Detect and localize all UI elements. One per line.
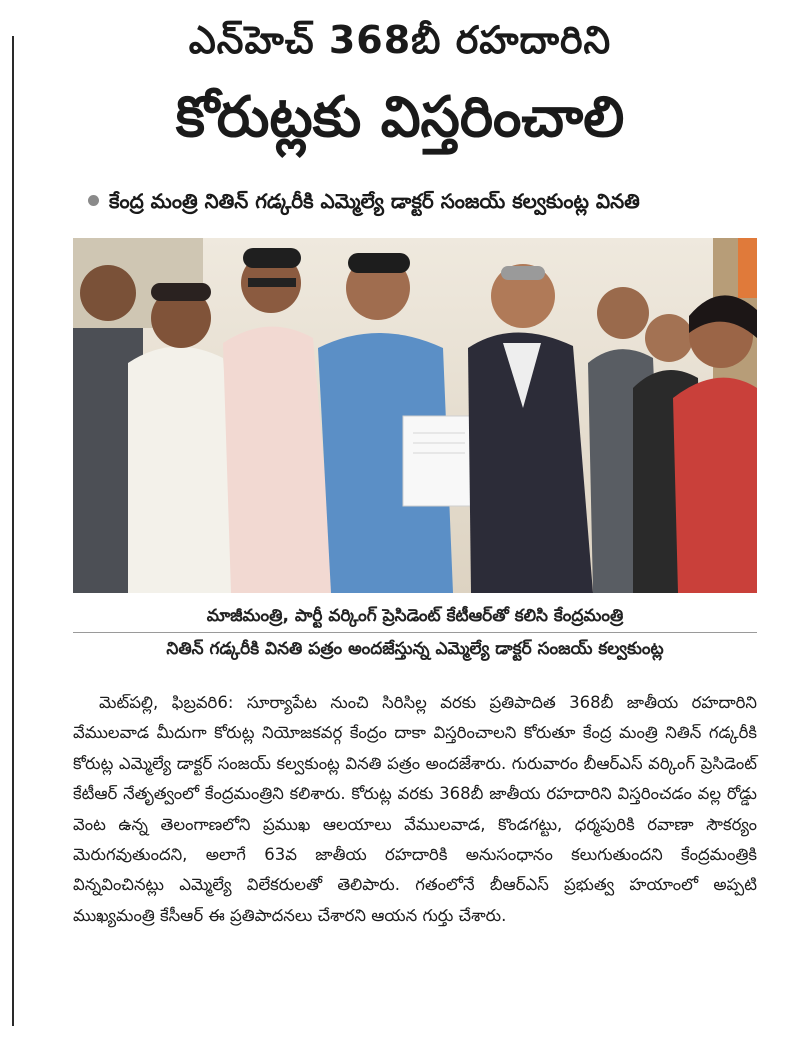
photo-caption <box>73 600 757 665</box>
subheadline <box>88 186 778 216</box>
article-paragraph: మెట్‌పల్లి, ఫిబ్రవరి6: సూర్యాపేట నుంచి సిరిసిల్ల వరకు ప్రతిపాదిత 368బీ జాతీయ రహదారిని వేములవాడ మీదుగా కోరుట్ల నియోజకవర్గ కేంద్రం దాకా విస్తరించాలని కోరుతూ కేంద్ర మంత్రి నితిన్ గడ్కరీకి కోరుట్ల ఎమ్మెల్యే డాక్టర్ సంజయ్ కల్వకుంట్ల వినతి పత్రం అందజేశారు. గురువారం బీఆర్‌ఎస్ వర్కింగ్ ప్రెసిడెంట్ కేటీఆర్ నేతృత్వంలో కేంద్రమంత్రిని కలిశారు. కోరుట్ల వరకు 368బీ జాతీయ రహదారిని విస్తరించడం వల్ల రోడ్డు వెంట ఉన్న తెలంగాణలోని ప్రముఖ ఆలయాలు వేములవాడ, కొండగట్టు, ధర్మపురికి రవాణా సౌకర్యం మెరుగవుతుందని, అలాగే 63వ జాతీయ రహదారికి అనుసంధానం కలుగుతుందని కేంద్రమంత్రికి విన్నవించినట్లు ఎమ్మెల్యే విలేకరులతో తెలిపారు. గతంలోనే బీఆర్‌ఎస్ ప్రభుత్వ హయాంలో అప్పటి ముఖ్యమంత్రి కేసీఆర్ ఈ ప్రతిపాదనలు చేశారని ఆయన గుర్తు చేశారు. <box>73 693 757 925</box>
headline-line-1: ఎన్‌హెచ్ 368బీ రహదారిని <box>188 18 612 62</box>
subheadline-text: కేంద్ర మంత్రి నితిన్ గడ్కరీకి ఎమ్మెల్యే డాక్టర్ సంజయ్ కల్వకుంట్ల వినతి <box>109 189 640 213</box>
caption-line-2: నితిన్ గడ్కరీకి వినతి పత్రం అందజేస్తున్న ఎమ్మెల్యే డాక్టర్ సంజయ్ కల్వకుంట్ల <box>166 639 664 659</box>
caption-line-1: మాజీమంత్రి, పార్టీ వర్కింగ్ ప్రెసిడెంట్ కేటీఆర్‌తో కలిసి కేంద్రమంత్రి <box>73 600 757 633</box>
news-photo <box>73 238 757 593</box>
column-rule <box>12 36 14 1026</box>
article-body <box>73 688 757 931</box>
bullet-icon <box>88 195 99 206</box>
headline-line-2: కోరుట్లకు విస్తరించాలి <box>175 85 625 150</box>
